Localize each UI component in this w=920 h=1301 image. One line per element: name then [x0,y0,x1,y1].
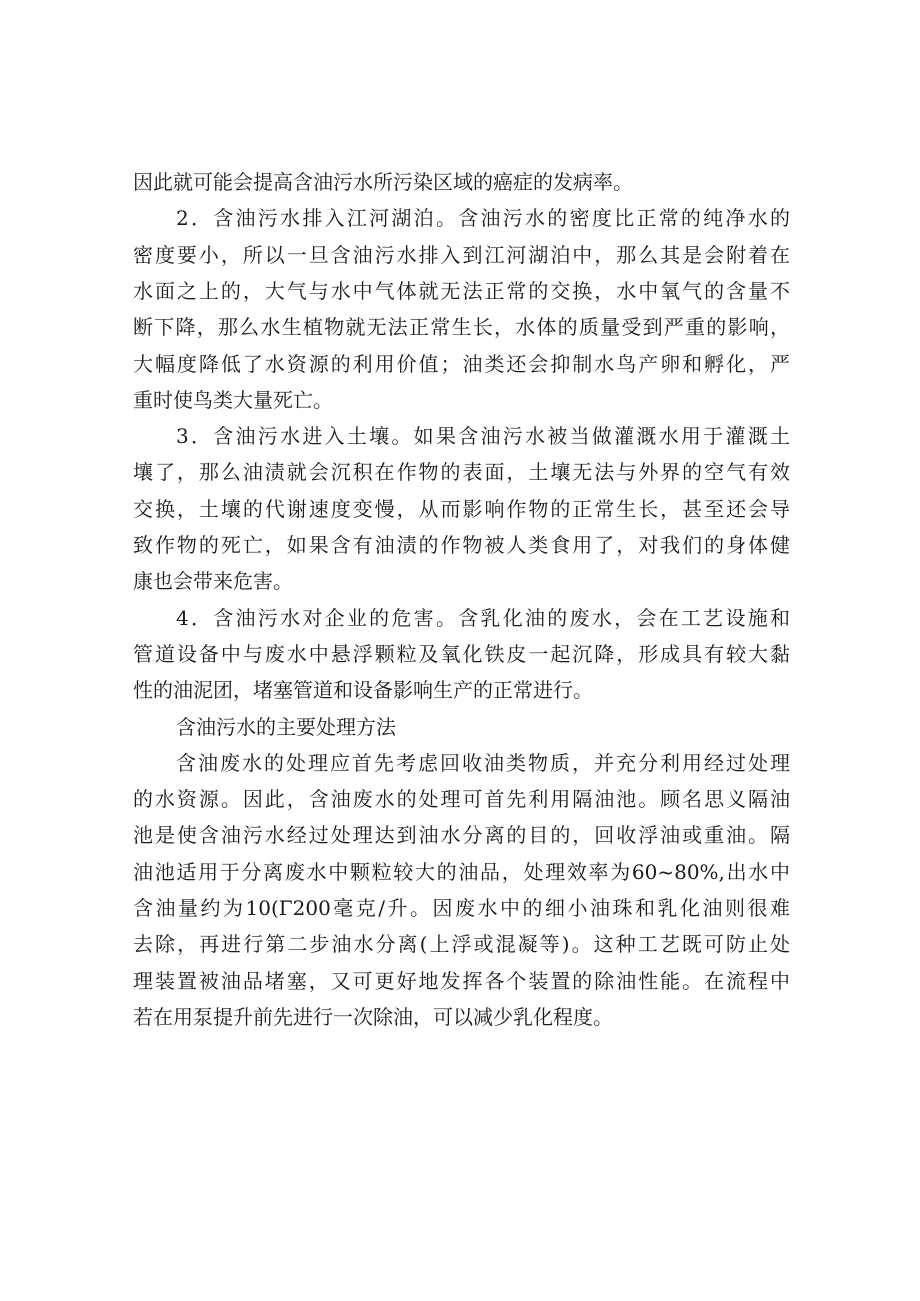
text-line: 含油量约为10(Γ200毫克/升。因废水中的细小油珠和乳化油则很难 [133,896,790,920]
text-line: 因此就可能会提高含油污水所污染区域的癌症的发病率。 [133,170,633,194]
text-line: 康也会带来危害。 [133,569,293,594]
text-line: 壤了，那么油渍就会沉积在作物的表面，土壤无法与外界的空气有效 [133,460,790,485]
text-line: 密度要小，所以一旦含油污水排入到江河湖泊中，那么其是会附着在 [133,242,790,267]
section-heading: 含油污水的主要处理方法 [176,714,396,739]
text-line: 的水资源。因此，含油废水的处理可首先利用隔油池。顾名思义隔油 [133,787,790,812]
text-line: 交换，土壤的代谢速度变慢，从而影响作物的正常生长，甚至还会导 [133,496,790,521]
text-line: 去除，再进行第二步油水分离(上浮或混凝等)。这种工艺既可防止处 [133,932,790,957]
text-line: 含油废水的处理应首先考虑回收油类物质，并充分利用经过处理 [176,750,790,775]
text-line: 致作物的死亡，如果含有油渍的作物被人类食用了，对我们的身体健 [133,533,790,557]
text-line: 管道设备中与废水中悬浮颗粒及氧化铁皮一起沉降，形成具有较大黏 [133,641,790,666]
text-line: 水面之上的，大气与水中气体就无法正常的交换，水中氧气的含量不 [133,278,790,303]
text-line: 理装置被油品堵塞，又可更好地发挥各个装置的除油性能。在流程中 [133,968,790,993]
text-line: 断下降，那么水生植物就无法正常生长，水体的质量受到严重的影响， [133,315,790,340]
text-line: 2．含油污水排入江河湖泊。含油污水的密度比正常的纯净水的 [176,206,790,231]
text-line: 油池适用于分离废水中颗粒较大的油品，处理效率为60~80%,出水中 [133,859,790,884]
text-line: 大幅度降低了水资源的利用价值；油类还会抑制水鸟产卵和孵化，严 [133,351,790,376]
text-line: 重时使鸟类大量死亡。 [133,387,333,412]
text-line: 3．含油污水进入土壤。如果含油污水被当做灌溉水用于灌溉土 [176,424,790,449]
text-line: 4．含油污水对企业的危害。含乳化油的废水，会在工艺设施和 [176,605,790,630]
text-line: 池是使含油污水经过处理达到油水分离的目的，回收浮油或重油。隔 [133,823,790,848]
text-line: 性的油泥团，堵塞管道和设备影响生产的正常进行。 [133,678,593,703]
text-line: 若在用泵提升前先进行一次除油，可以减少乳化程度。 [133,1004,613,1029]
